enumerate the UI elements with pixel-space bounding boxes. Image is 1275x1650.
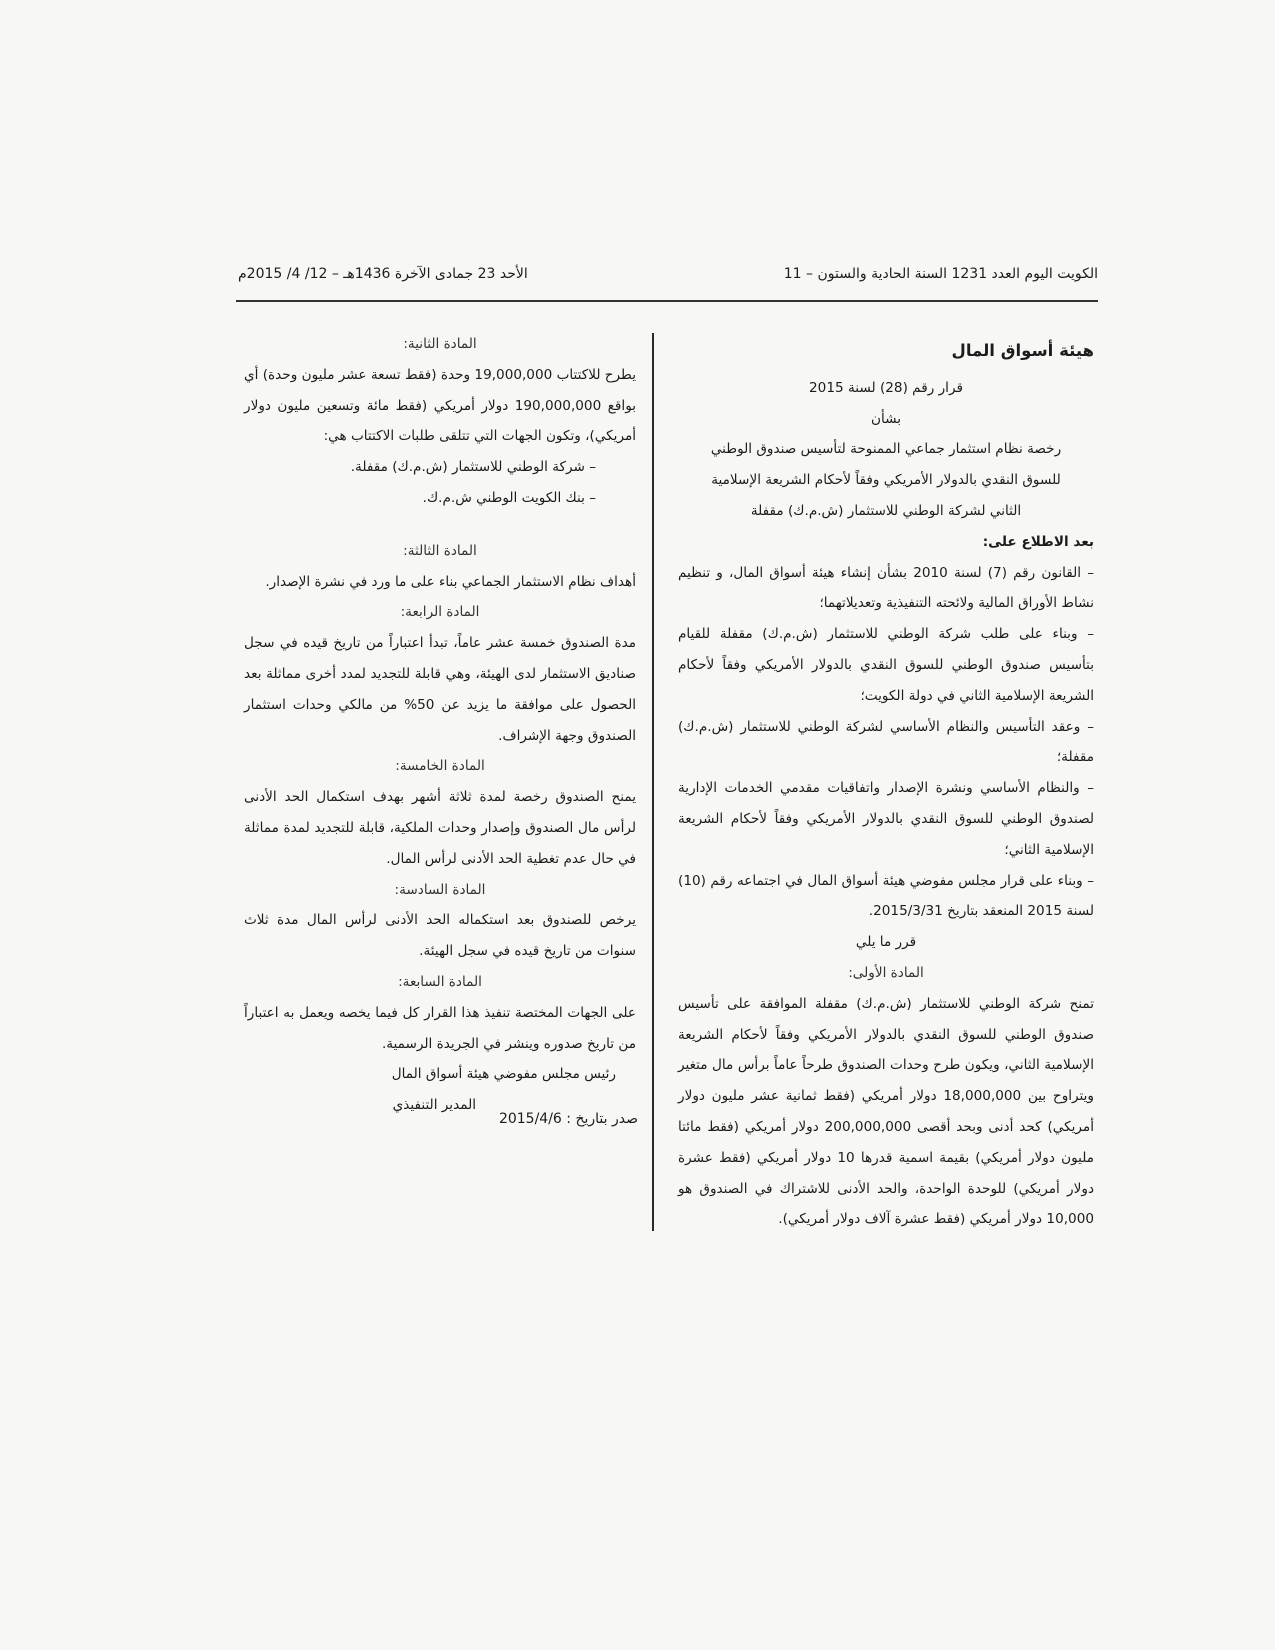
preamble-clause-1: – القانون رقم (7) لسنة 2010 بشأن إنشاء هيئة أسواق المال، و تنظيم نشاط الأوراق المالية ولائحته التنفيذية وتعديلاتهما؛ (678, 564, 1095, 612)
article-1-title: المادة الأولى: (848, 964, 924, 981)
article-5-title: المادة الخامسة: (395, 758, 485, 775)
header-date: الأحد 23 جمادى الآخرة 1436هـ – 12/ 4/ 2015م (238, 266, 528, 282)
decision-concerning: بشأن (870, 410, 902, 427)
decision-subject-line-2: للسوق النقدي بالدولار الأمريكي وفقاً لأحكام الشريعة الإسلامية (711, 472, 1061, 489)
header-rule (236, 300, 1098, 302)
agency-title: هيئة أسواق المال (951, 341, 1094, 360)
right-column (678, 336, 1094, 1235)
after-review: بعد الاطلاع على: (982, 533, 1094, 550)
article-7-text: على الجهات المختصة تنفيذ هذا القرار كل فيما يخصه ويعمل به اعتباراً من تاريخ صدوره وينشر في الجريدة الرسمية. (244, 1004, 636, 1052)
signature-chairman: رئيس مجلس مفوضي هيئة أسواق المال (391, 1066, 616, 1083)
signature-executive-director: المدير التنفيذي (392, 1097, 476, 1114)
header-gazette-issue: الكويت اليوم العدد 1231 السنة الحادية والستون – 11 (783, 266, 1098, 282)
column-divider (652, 333, 654, 1231)
preamble-clause-3: – وعقد التأسيس والنظام الأساسي لشركة الوطني للاستثمار (ش.م.ك) مقفلة؛ (678, 718, 1094, 766)
issued-date: صدر بتاريخ : 2015/4/6 (498, 1111, 638, 1127)
article-2-title: المادة الثانية: (403, 336, 477, 352)
article-3-text: أهداف نظام الاستثمار الجماعي بناء على ما ورد في نشرة الإصدار. (265, 573, 636, 590)
decision-subject-line-1: رخصة نظام استثمار جماعي الممنوحة لتأسيس صندوق الوطني (710, 441, 1062, 458)
preamble-clause-2: – وبناء على طلب شركة الوطني للاستثمار (ش.م.ك) مقفلة للقيام بتأسيس صندوق الوطني للسوق النقدي بالدولار الأمريكي وفقاً لأحكام الشريعة الإسلامية الثاني في دولة الكويت؛ (678, 626, 1094, 704)
article-2-text: يطرح للاكتتاب 19,000,000 وحدة (فقط تسعة عشر مليون وحدة) أي بواقع 190,000,000 دولار أمريكي (فقط مائة وتسعين مليون دولار أمريكي)، وتكون الجهات التي تتلقى طلبات الاكتتاب هي: (244, 366, 636, 445)
decision-subject-line-3: الثاني لشركة الوطني للاستثمار (ش.م.ك) مقفلة (750, 502, 1022, 519)
article-3-title: المادة الثالثة: (403, 542, 477, 559)
subscriber-2: – بنك الكويت الوطني ش.م.ك. (422, 489, 596, 506)
article-7-title: المادة السابعة: (398, 973, 482, 990)
article-6-title: المادة السادسة: (394, 881, 486, 898)
decision-number: قرار رقم (28) لسنة 2015 (809, 379, 963, 396)
article-6-text: يرخص للصندوق بعد استكماله الحد الأدنى لرأس المال مدة ثلاث سنوات من تاريخ قيده في سجل الهيئة. (244, 912, 636, 960)
resolved-heading: قرر ما يلي (855, 934, 917, 951)
article-4-title: المادة الرابعة: (400, 604, 480, 621)
subscriber-1: – شركة الوطني للاستثمار (ش.م.ك) مقفلة. (350, 459, 596, 476)
preamble-clause-4: – والنظام الأساسي ونشرة الإصدار واتفاقيات مقدمي الخدمات الإدارية لصندوق الوطني للسوق النقدي بالدولار الأمريكي وفقاً لأحكام الشريعة الإسلامية الثاني؛ (678, 780, 1094, 858)
preamble-clause-5: – وبناء على قرار مجلس مفوضي هيئة أسواق المال في اجتماعه رقم (10) لسنة 2015 المنعقد بتاريخ 2015/3/31. (678, 872, 1094, 920)
left-column (244, 329, 636, 1121)
article-4-text: مدة الصندوق خمسة عشر عاماً، تبدأ اعتباراً من تاريخ قيده في سجل صناديق الاستثمار لدى الهيئة، وهي قابلة للتجديد لمدد أخرى مماثلة بعد الحصول على موافقة ما يزيد عن 50% من مالكي وحدات استثمار الصندوق وجهة الإشراف. (244, 635, 636, 744)
article-5-text: يمنح الصندوق رخصة لمدة ثلاثة أشهر بهدف استكمال الحد الأدنى لرأس مال الصندوق وإصدار وحدات الملكية، قابلة للتجديد لمدة مماثلة في حال عدم تغطية الحد الأدنى لرأس المال. (244, 789, 636, 867)
article-1-text: تمنح شركة الوطني للاستثمار (ش.م.ك) مقفلة الموافقة على تأسيس صندوق الوطني للسوق النقدي بالدولار الأمريكي وفقاً لأحكام الشريعة الإسلامية الثاني، ويكون طرح وحدات الصندوق طرحاً عاماً برأس مال متغير ويتراوح بين 18,000,000 دولار أمريكي (فقط ثمانية عشر مليون دولار أمريكي) كحد أدنى وبحد أقصى 200,000,000 دولار أمريكي (فقط مائتا مليون دولار أمريكي) بقيمة اسمية قدرها 10 دولار أمريكي (فقط عشرة دولار أمريكي) للوحدة الواحدة، والحد الأدنى للاشتراك في الصندوق هو 10,000 دولار أمريكي (فقط عشرة آلاف دولار أمريكي). (678, 995, 1094, 1228)
